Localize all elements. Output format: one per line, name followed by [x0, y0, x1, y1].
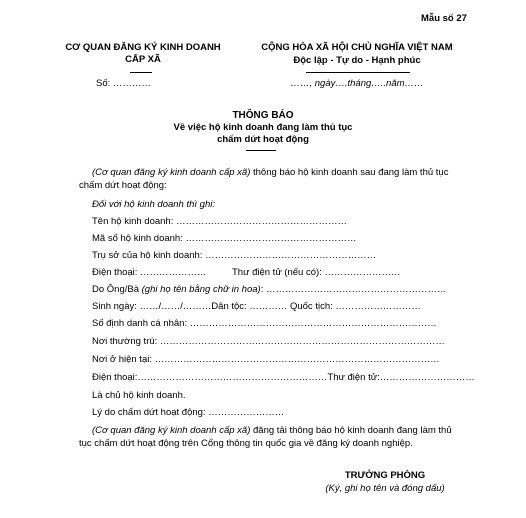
owner-suffix: : …………………………………………………	[260, 284, 447, 295]
intro-paragraph	[92, 167, 448, 178]
national-title: CỘNG HÒA XÃ HỘI CHỦ NGHĨA VIỆT NAM	[261, 42, 453, 53]
intro-text: thông báo hộ kinh doanh sau đang làm thủ tục	[250, 167, 449, 178]
owner-instruction: (ghi họ tên bằng chữ in hoa)	[141, 284, 261, 295]
signer-note: (Ký, ghi họ tên và đóng dấu)	[325, 483, 445, 494]
header-divider-left	[130, 72, 152, 73]
issuing-agency-level: CẤP XÃ	[125, 54, 161, 65]
issuing-agency: CƠ QUAN ĐĂNG KÝ KINH DOANH	[65, 42, 221, 53]
closing-text: đăng tải thông báo hộ kinh doanh đang làm thủ	[250, 425, 452, 436]
field-permanent-residence: Nơi thường trú: ………………………………………………………………………………	[92, 336, 445, 347]
field-email: Thư điện tử (nếu có): ……………………	[232, 267, 401, 278]
date-line: ……, ngày….tháng…..năm……	[290, 78, 424, 89]
field-id-number: Số định danh cá nhân: ……………………………………………………………………	[92, 318, 437, 329]
field-birth-ethnicity-nationality: Sinh ngày: ……/……/………Dân tộc: ………… Quốc tịch: ………………………	[92, 301, 421, 312]
owner-prefix: Do Ông/Bà	[92, 284, 142, 295]
header-divider-right	[306, 72, 410, 73]
document-subtitle: Về việc hộ kinh doanh đang làm thủ tục	[173, 122, 353, 133]
intro-paragraph-cont: chấm dứt hoạt động:	[79, 180, 167, 191]
signer-title: TRƯỞNG PHÒNG	[344, 470, 426, 481]
document-title: THÔNG BÁO	[232, 110, 294, 121]
closing-paragraph-cont: tục chấm dứt hoạt động trên Cổng thông tin quốc gia về đăng ký doanh nghiệp.	[79, 438, 413, 449]
agency-placeholder: (Cơ quan đăng ký kinh doanh cấp xã)	[92, 167, 251, 178]
document-subtitle-cont: chấm dứt hoạt động	[217, 134, 309, 145]
field-termination-reason: Lý do chấm dứt hoạt động: ……………………	[92, 407, 285, 418]
field-owner	[92, 284, 446, 295]
form-number: Mẫu số 27	[421, 13, 467, 24]
closing-agency-placeholder: (Cơ quan đăng ký kinh doanh cấp xã)	[92, 425, 251, 436]
field-business-name: Tên hộ kinh doanh: ………………………………………………	[92, 216, 347, 227]
closing-paragraph	[92, 425, 452, 436]
field-phone-email: Điện thoại:……………………………………………………Thư điện tử:…………………………	[92, 372, 475, 383]
national-motto: Độc lập - Tự do - Hạnh phúc	[293, 55, 421, 66]
field-phone: Điện thoại: …………………	[92, 267, 207, 278]
field-address: Trụ sở của hộ kinh doanh: ………………………………………………	[92, 250, 377, 261]
title-divider	[246, 150, 276, 151]
section-label: Đối với hộ kinh doanh thì ghi:	[92, 199, 215, 210]
document-number: Số: …………	[96, 78, 151, 89]
field-owner-role: Là chủ hộ kinh doanh.	[92, 390, 186, 401]
field-current-residence: Nơi ở hiện tại: ………………………………………………………………………………	[92, 354, 440, 365]
field-business-code: Mã số hộ kinh doanh: ………………………………………………	[92, 233, 357, 244]
